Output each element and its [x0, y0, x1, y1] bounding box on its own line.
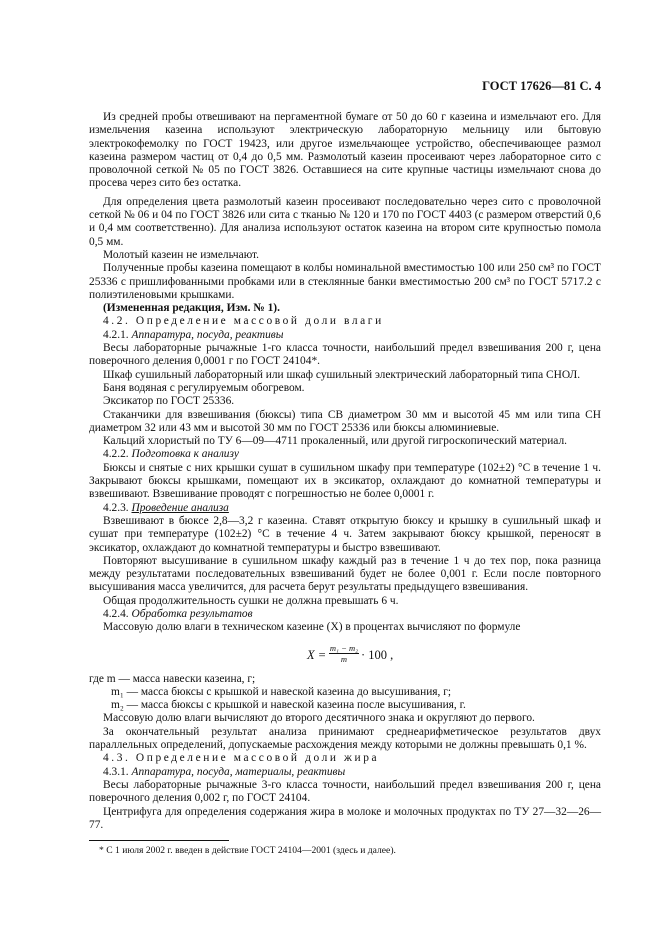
paragraph: Массовую долю влаги вычисляют до второго десятичного знака и округляют до первого. [103, 712, 535, 725]
definition: m₂ — масса бюксы с крышкой и навеской казеина после высушивания, г. [111, 699, 466, 712]
paragraph: Для определения цвета размолотый казеин просеивают последовательно через сито с проволочной сеткой № 06 и 04 по ГОСТ 3826 или сита с тканью № 120 и 170 по ГОСТ 4403 (с размером отверстий 0,6 и 0,4 мм соответственно). Для анализа используют остаток казеина на втором сите крупностью помола 0,5 мм. [89, 195, 601, 248]
paragraph: Стаканчики для взвешивания (бюксы) типа СВ диаметром 30 мм и высотой 45 мм или типа СН диаметром 32 или 43 мм и высотой 30 мм по ГОСТ 25336 или бюксы алюминиевые. [89, 408, 601, 434]
definition: m₁ — масса бюксы с крышкой и навеской казеина до высушивания, г; [111, 685, 452, 698]
footnote-divider [89, 840, 229, 841]
moisture-formula [89, 641, 601, 669]
paragraph: За окончательный результат анализа принимают среднеарифметическое результатов двух параллельных определений, допускаемые расхождения между которыми не должны превышать 0,1 %. [89, 725, 601, 752]
paragraph: Повторяют высушивание в сушильном шкафу каждый раз в течение 1 ч до тех пор, пока разница между результатами последовательных взвешиваний будет не более 0,001 г. Если после повторного высушивания масса увеличится, для расчета берут результаты предыдущего взвешивания. [89, 554, 601, 594]
formula-fraction [329, 643, 359, 665]
paragraph: Молотый казеин не измельчают. [103, 248, 260, 261]
paragraph: Общая продолжительность сушки не должна превышать 6 ч. [103, 594, 399, 607]
paragraph: Из средней пробы отвешивают на пергаментной бумаге от 50 до 60 г казеина и измельчают его. Для измельчения казеина используют электрическую лабораторную мельницу или бытовую электрокофемолку по ГОСТ 19423, или другое измельчающее устройство, обеспечивающее размол казеина размером частиц от 0,4 до 0,5 мм. Размолотый казеин просеивают через лабораторное сито с проволочной сеткой № 05 по ГОСТ 3826. Оставшиеся на сите крупные частицы измельчают снова до просева через сито без остатка. [89, 111, 601, 190]
formula-rest: · 100 , [361, 647, 394, 662]
paragraph: Весы лабораторные рычажные 3-го класса точности, наибольший предел взвешивания 200 г, цена поверочного деления 0,002 г, по ГОСТ 24104. [89, 778, 601, 805]
paragraph: Массовую долю влаги в техническом казеине (X) в процентах вычисляют по формуле [103, 621, 521, 634]
section-heading: 4.2. Определение массовой доли влаги [103, 315, 384, 328]
formula-numerator: m₁ − m₂ [329, 642, 359, 653]
page-header: ГОСТ 17626—81 С. 4 [482, 79, 601, 93]
paragraph: Шкаф сушильный лабораторный или шкаф сушильный электрический лабораторный типа СНОЛ. [103, 368, 581, 381]
paragraph: Взвешивают в бюксе 2,8—3,2 г казеина. Ставят открытую бюксу и крышку в сушильный шкаф и сушат при температуре (102±2) °С в течение 4 ч. Затем закрывают бюксу крышкой, переносят в эксикатор, охлаждают до комнатной температуры и быстро взвешивают. [89, 514, 601, 554]
paragraph: Баня водяная с регулируемым обогревом. [103, 381, 305, 394]
amendment-note: (Измененная редакция, Изм. № 1). [103, 302, 280, 315]
footnote: * С 1 июля 2002 г. введен в действие ГОСТ 24104—2001 (здесь и далее). [99, 845, 396, 857]
subsection-heading: 4.2.1. Аппаратура, посуда, реактивы [103, 328, 284, 341]
paragraph: Кальций хлористый по ТУ 6—09—4711 прокаленный, или другой гигроскопический материал. [103, 435, 567, 448]
subsection-heading: 4.2.3. Проведение анализа [103, 501, 229, 514]
subsection-heading: 4.3.1. Аппаратура, посуда, материалы, реактивы [103, 765, 346, 778]
subsection-heading: 4.2.2. Подготовка к анализу [103, 448, 239, 461]
document-body [89, 111, 601, 857]
paragraph: Эксикатор по ГОСТ 25336. [103, 395, 235, 408]
paragraph: Полученные пробы казеина помещают в колбы номинальной вместимостью 100 или 250 см³ по ГОСТ 25336 с пришлифованными пробками или в стеклянные банки вместимостью 200 см³ по ГОСТ 5717.2 с полиэтиленовыми крышками. [89, 262, 601, 301]
paragraph: Центрифуга для определения содержания жира в молоке и молочных продуктах по ТУ 27—32—26—77. [89, 805, 601, 831]
subsection-heading: 4.2.4. Обработка результатов [103, 607, 253, 620]
formula-definitions [89, 673, 601, 713]
definition: где m — масса навески казеина, г; [89, 672, 256, 685]
section-heading: 4.3. Определение массовой доли жира [103, 752, 380, 765]
formula-denominator: m [340, 653, 348, 664]
paragraph: Весы лабораторные рычажные 1-го класса точности, наибольший предел взвешивания 200 г, цена поверочного деления 0,0001 г по ГОСТ 24104*. [89, 342, 601, 368]
formula-lhs: X = [307, 647, 327, 662]
paragraph: Бюксы и снятые с них крышки сушат в сушильном шкафу при температуре (102±2) °С в течение 1 ч. Закрывают бюксы крышками, помещают их в эксикатор, охлаждают до комнатной температуры и взвешивают. Взвешивание проводят с погрешностью не более 0,0001 г. [89, 461, 601, 501]
